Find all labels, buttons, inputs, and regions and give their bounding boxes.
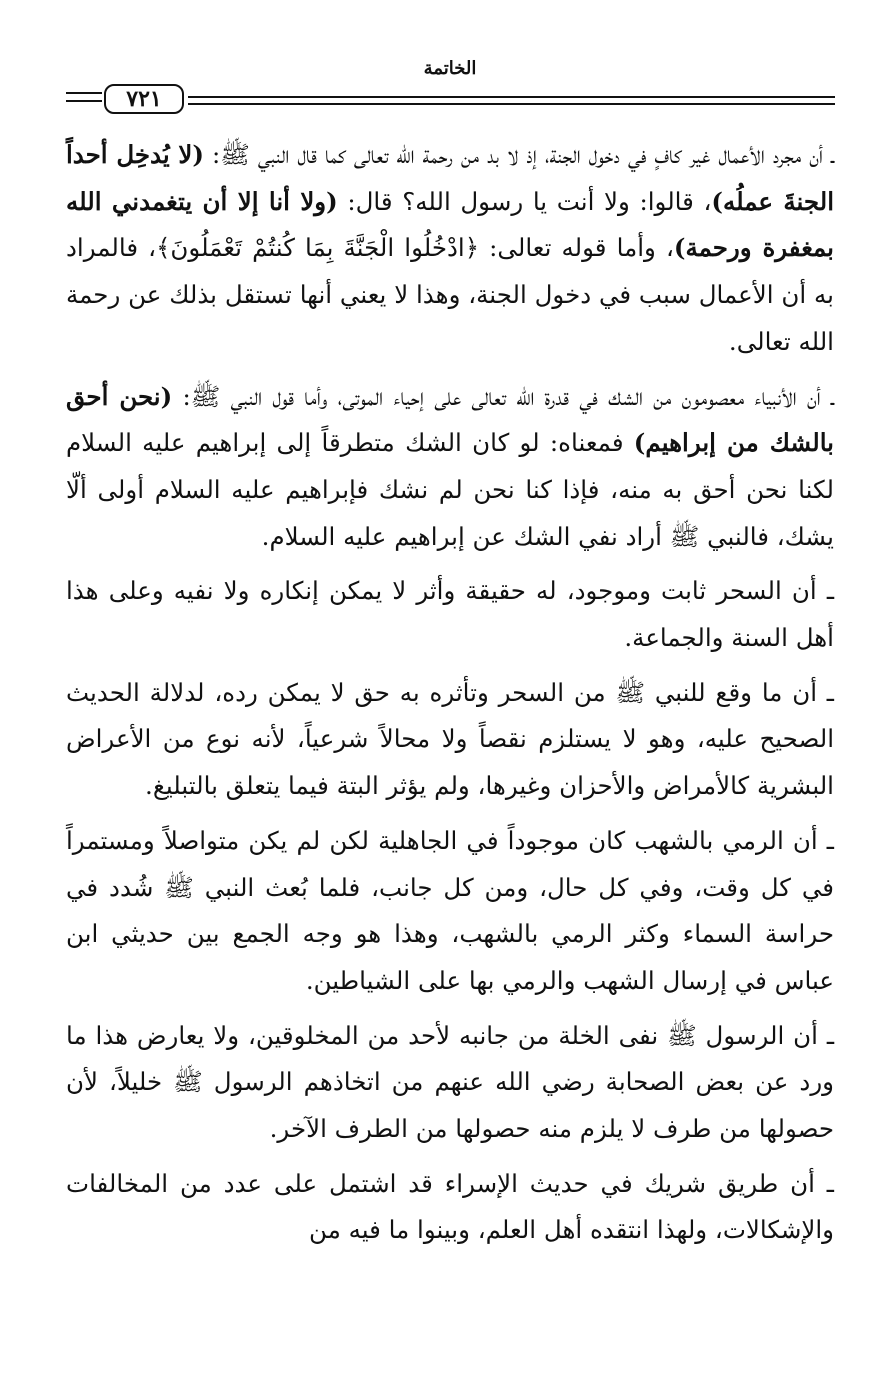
paragraph-1-text-b: ، قالوا: ولا أنت يا رسول الله؟ قال: — [337, 186, 712, 216]
running-title: الخاتمة — [423, 58, 477, 79]
page-number-box — [104, 84, 184, 114]
paragraph-2-text-b: فمعناه: لو كان الشك متطرقاً إلى إبراهيم عليه السلام لكنا نحن أحق به منه، فإذا كنا نحن لم نشك فإبراهيم عليه السلام أولى ألّا يشك، فالنبي ﷺ أراد نفي الشك عن إبراهيم عليه السلام. — [66, 428, 834, 551]
paragraph-3: ـ أن السحر ثابت وموجود، له حقيقة وأثر لا يمكن إنكاره ولا نفيه وعلى هذا أهل السنة والجماعة. — [66, 576, 834, 653]
header-rule-left-bottom — [66, 100, 102, 102]
hadith-quote-3: (نحن أحق بالشك من إبراهيم) — [66, 381, 834, 458]
page-number: ٧٢١ — [126, 86, 162, 112]
paragraph-1-text-a: ـ أن مجرد الأعمال غير كافٍ في دخول الجنة، إذ لا بد من رحمة الله تعالى كما قال النبي ﷺ: — [204, 140, 835, 169]
hadith-quote-2: (ولا أنا إلا أن يتغمدني الله بمغفرة ورحمة) — [66, 186, 834, 263]
paragraph-1-text-c: ، وأما قوله تعالى: ﴿ادْخُلُوا الْجَنَّةَ بِمَا كُنتُمْ تَعْمَلُونَ﴾، فالمراد به أن الأعمال سبب في دخول الجنة، وهذا لا يعني أنها تستقل بذلك عن رحمة الله تعالى. — [66, 233, 834, 356]
paragraph-5: ـ أن الرمي بالشهب كان موجوداً في الجاهلية لكن لم يكن متواصلاً ومستمراً في كل وقت، وفي كل حال، ومن كل جانب، فلما بُعث النبي ﷺ شُدد في حراسة السماء وكثر الرمي بالشهب، وهذا هو وجه الجمع بين حديثي ابن عباس في إرسال الشهب والرمي بها على الشياطين. — [66, 825, 834, 995]
header-rule-left-top — [66, 92, 102, 94]
paragraph-6: ـ أن الرسول ﷺ نفى الخلة من جانبه لأحد من المخلوقين، ولا يعارض هذا ما ورد عن بعض الصحابة رضي الله عنهم من اتخاذهم الرسول ﷺ خليلاً، لأن حصولها من طرف لا يلزم منه حصولها من الطرف الآخر. — [66, 1020, 834, 1144]
paragraph-2 — [66, 374, 834, 561]
hadith-quote-1: (لا يُدخِل أحداً الجنةَ عملُه) — [66, 140, 834, 216]
paragraph-4: ـ أن ما وقع للنبي ﷺ من السحر وتأثره به حق لا يمكن رده، لدلالة الحديث الصحيح عليه، وهو لا يستلزم نقصاً ولا محالاً شرعياً، لأنه نوع من الأعراض البشرية كالأمراض والأحزان وغيرها، ولم يؤثر البتة فيما يتعلق بالتبليغ. — [66, 677, 834, 801]
header-rule-right-top — [188, 96, 835, 98]
paragraph-1 — [66, 132, 834, 366]
header-rule-right-bottom — [188, 103, 835, 105]
paragraph-2-text-a: ـ أن الأنبياء معصومون من الشك في قدرة الله تعالى على إحياء الموتى، وأما قول النبي ﷺ: — [172, 381, 834, 411]
paragraph-7: ـ أن طريق شريك في حديث الإسراء قد اشتمل على عدد من المخالفات والإشكالات، ولهذا انتقده أهل العلم، وبينوا ما فيه من — [66, 1168, 834, 1245]
page-body — [66, 132, 834, 1254]
